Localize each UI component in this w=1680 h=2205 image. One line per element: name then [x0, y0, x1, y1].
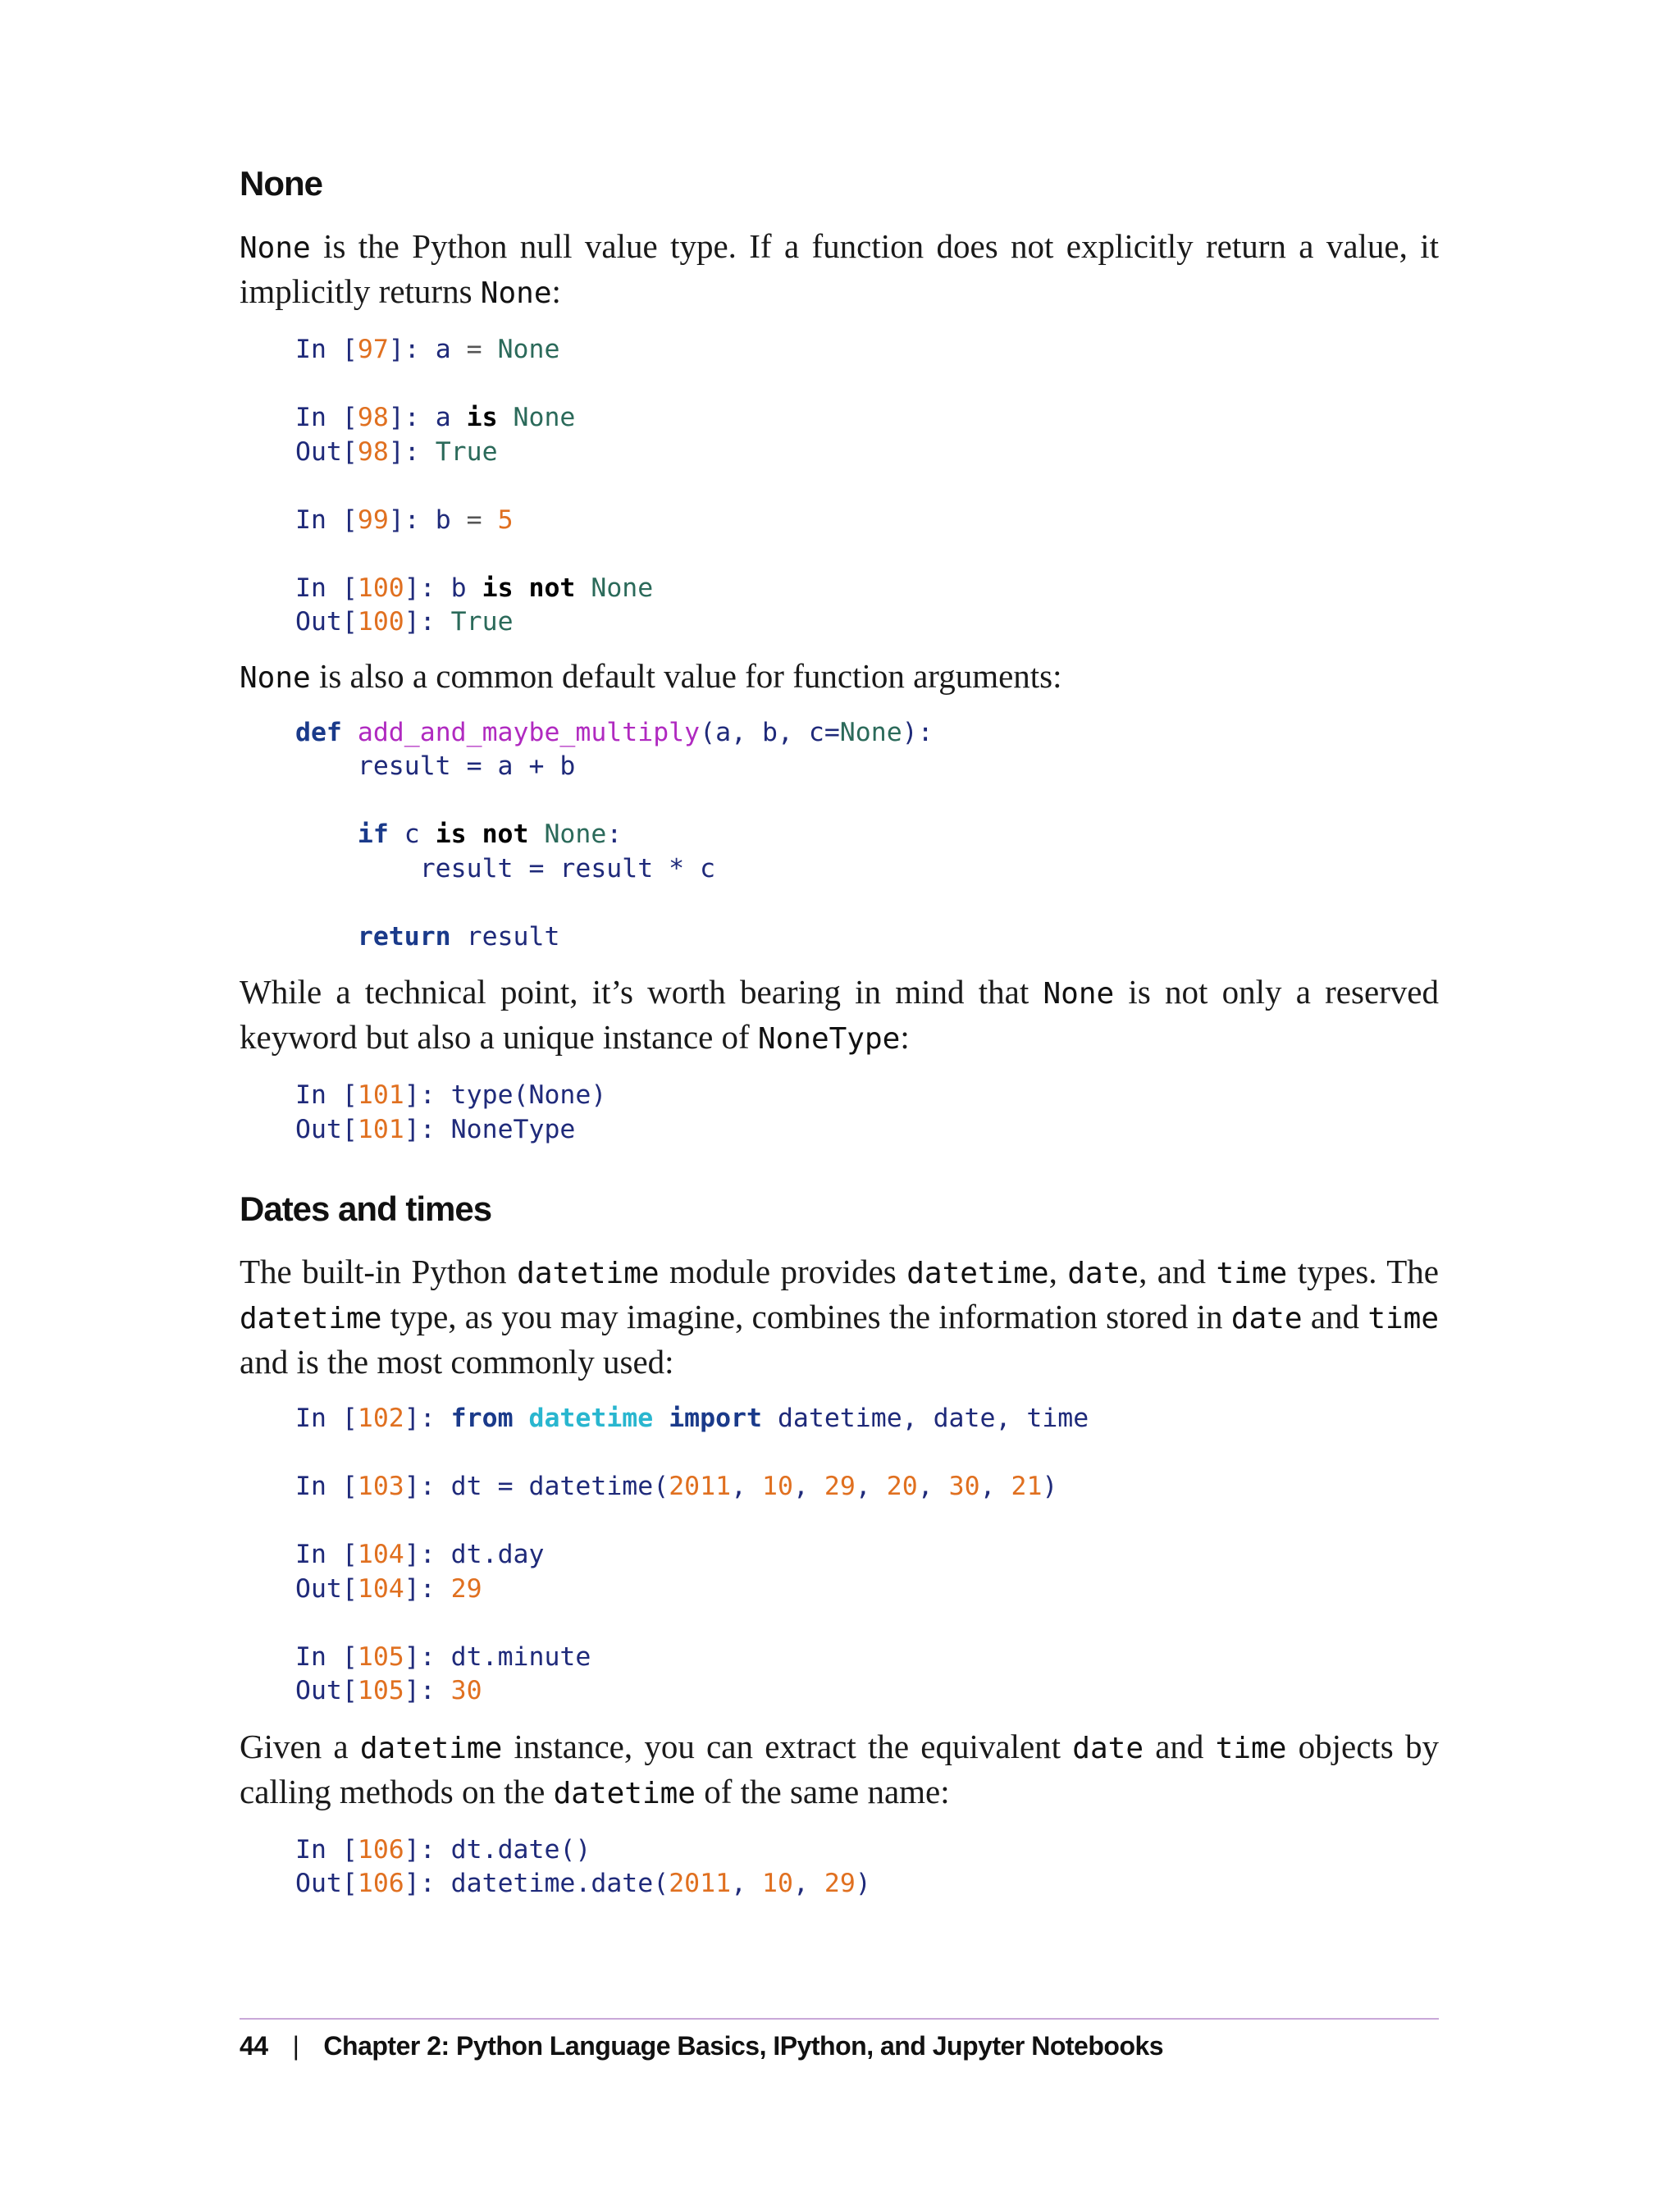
- code-block-type-none: In [101]: type(None) Out[101]: NoneType: [295, 1080, 607, 1144]
- page-number: 44: [240, 2031, 268, 2061]
- section-heading-dates: Dates and times: [240, 1189, 492, 1228]
- page-content: [240, 164, 1439, 1901]
- paragraph-none-nonetype: While a technical point, it’s worth bearing in mind that None is not only a reserved keyword but also a unique instance of NoneType:: [240, 973, 1440, 1056]
- paragraph-none-intro: None is the Python null value type. If a function does not explicitly return a value, it implicitly returns None:: [240, 227, 1439, 310]
- page-footer: [240, 2018, 1439, 2061]
- code-block-datetime-examples: In [102]: from datetime import datetime, date, time In [103]: dt = datetime(2011, 10, 29, 20, 30, 21) In [104]: dt.day Out[104]: 29 In [105]: dt.minute Out[105]: 30: [295, 1404, 1089, 1705]
- footer-separator: |: [292, 2031, 299, 2061]
- chapter-title: Chapter 2: Python Language Basics, IPython, and Jupyter Notebooks: [323, 2031, 1164, 2061]
- paragraph-datetime-intro: The built-in Python datetime module provides datetime, date, and time types. The datetime type, as you may imagine, combines the information stored in date and time and is the most commonly used:: [240, 1253, 1440, 1381]
- code-block-dt-date: In [106]: dt.date() Out[106]: datetime.date(2011, 10, 29): [295, 1834, 871, 1898]
- section-heading-none: None: [240, 164, 322, 203]
- paragraph-datetime-methods: Given a datetime instance, you can extract the equivalent date and time objects by calling methods on the datetime of the same name:: [240, 1727, 1439, 1810]
- code-block-function-def: def add_and_maybe_multiply(a, b, c=None): result = a + b if c is not None: result = result * c return result: [295, 717, 934, 952]
- code-block-none-examples: In [97]: a = None In [98]: a is None Out[98]: True In [99]: b = 5 In [100]: b is not None Out[100]: True: [295, 335, 654, 637]
- paragraph-none-default: None is also a common default value for function arguments:: [240, 656, 1062, 695]
